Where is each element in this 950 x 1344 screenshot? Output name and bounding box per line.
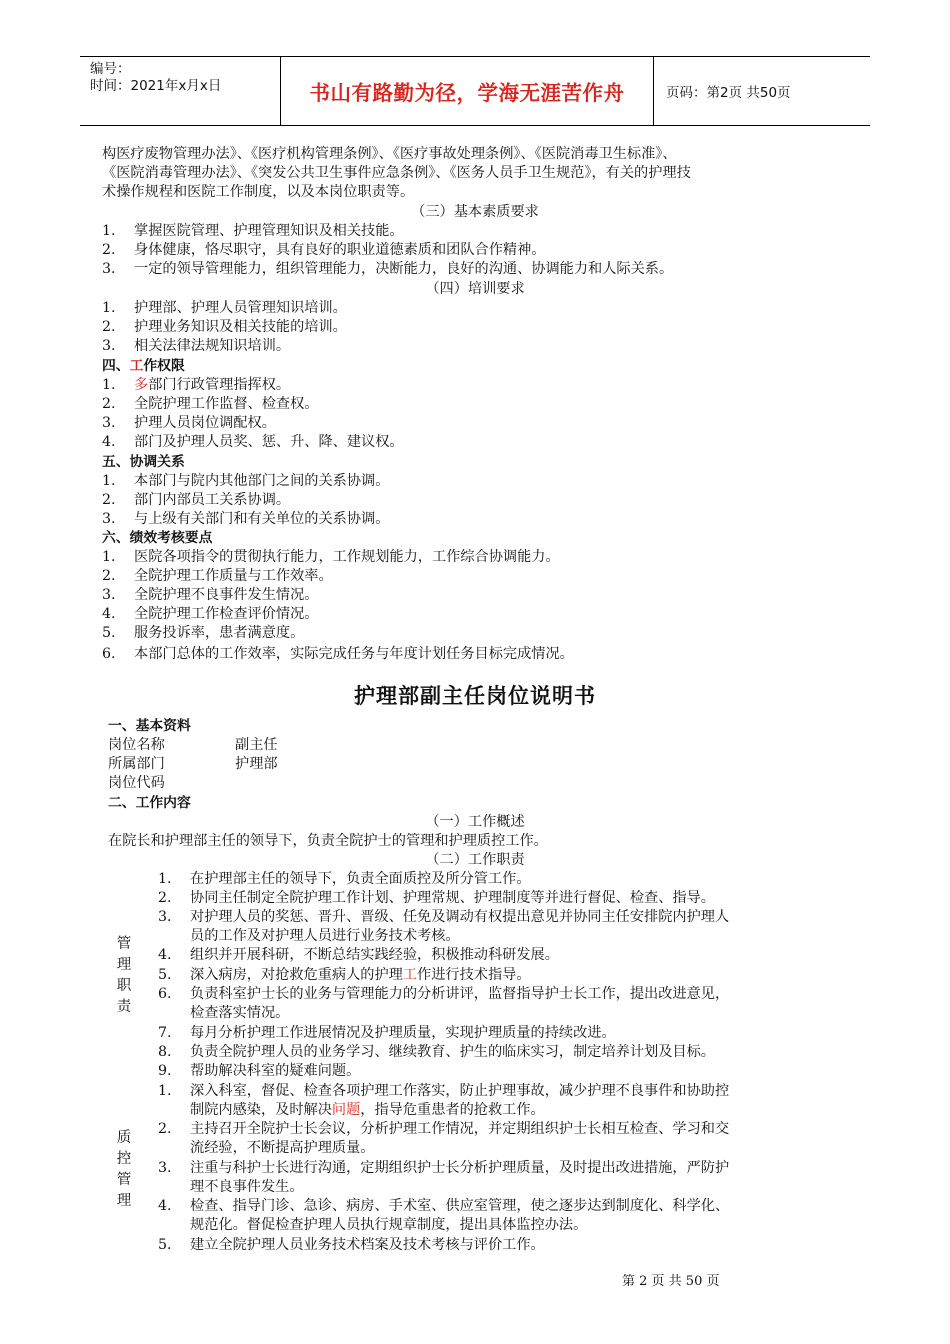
list-item: 帮助解决科室的疑难问题。 <box>190 1063 361 1079</box>
list-item: 掌握医院管理、护理管理知识及相关技能。 <box>134 223 404 239</box>
list-number: 2. <box>158 1121 172 1137</box>
list-item: 护理业务知识及相关技能的培训。 <box>134 319 347 335</box>
list-number: 3. <box>102 261 116 277</box>
list-number: 4. <box>158 947 172 963</box>
list-item-continuation: 理不良事件发生。 <box>190 1179 304 1195</box>
list-item: 多部门行政管理指挥权。 <box>134 377 291 393</box>
intro-line-1: 构医疗废物管理办法》、《医疗机构管理条例》、《医疗事故处理条例》、《医院消毒卫生标准》、 <box>102 146 677 162</box>
list-number: 9. <box>158 1063 172 1079</box>
list-item: 部门内部员工关系协调。 <box>134 492 291 508</box>
list-number: 4. <box>102 434 116 450</box>
list-item-continuation: 流经验，不断提高护理质量。 <box>190 1140 375 1156</box>
list-number: 3. <box>102 511 116 527</box>
list-number: 5. <box>158 967 172 983</box>
list-number: 4. <box>102 606 116 622</box>
list-item-continuation: 检查落实情况。 <box>190 1005 290 1021</box>
list-number: 7. <box>158 1025 172 1041</box>
list-item: 负责科室护士长的业务与管理能力的分析讲评，监督指导护士长工作，提出改进意见， <box>190 986 730 1002</box>
list-number: 3. <box>158 1160 172 1176</box>
list-number: 3. <box>102 415 116 431</box>
list-item-continuation: 员的工作及对护理人员进行业务技术考核。 <box>190 928 460 944</box>
list-item: 协同主任制定全院护理工作计划、护理常规、护理制度等并进行督促、检查、指导。 <box>190 890 715 906</box>
section-heading-work: 二、工作内容 <box>108 795 191 811</box>
list-item: 与上级有关部门和有关单位的关系协调。 <box>134 511 390 527</box>
list-number: 2. <box>102 319 116 335</box>
list-item: 全院护理不良事件发生情况。 <box>134 587 319 603</box>
department-label: 所属部门 <box>108 756 165 772</box>
management-duty-label: 管 理 职 责 <box>116 936 132 1015</box>
list-item: 负责全院护理人员的业务学习、继续教育、护生的临床实习，制定培养计划及目标。 <box>190 1044 715 1060</box>
overview-text: 在院长和护理部主任的领导下，负责全院护士的管理和护理质控工作。 <box>108 833 548 849</box>
page-footer: 第 2 页 共 50 页 <box>622 1274 720 1289</box>
position-label: 岗位名称 <box>108 737 165 753</box>
number-label: 编号： <box>90 61 131 77</box>
list-item: 建立全院护理人员业务技术档案及技术考核与评价工作。 <box>190 1237 545 1253</box>
list-number: 6. <box>158 986 172 1002</box>
list-number: 1. <box>158 1083 172 1099</box>
list-item: 护理部、护理人员管理知识培训。 <box>134 300 347 316</box>
list-item: 服务投诉率，患者满意度。 <box>134 625 305 641</box>
list-item: 全院护理工作监督、检查权。 <box>134 396 319 412</box>
list-item: 部门及护理人员奖、惩、升、降、建议权。 <box>134 434 404 450</box>
intro-line-2: 《医院消毒管理办法》、《突发公共卫生事件应急条例》、《医务人员手卫生规范》，有关的护理技 <box>102 165 691 181</box>
list-number: 1. <box>102 473 116 489</box>
list-number: 1. <box>102 377 116 393</box>
position-value: 副主任 <box>235 737 278 753</box>
list-item: 本部门与院内其他部门之间的关系协调。 <box>134 473 390 489</box>
list-number: 8. <box>158 1044 172 1060</box>
list-item: 一定的领导管理能力，组织管理能力，决断能力，良好的沟通、协调能力和人际关系。 <box>134 261 674 277</box>
list-item: 在护理部主任的领导下，负责全面质控及所分管工作。 <box>190 871 531 887</box>
section-heading: （二）工作职责 <box>425 852 525 868</box>
list-number: 5. <box>158 1237 172 1253</box>
section-heading-authority: 四、工作权限 <box>102 358 185 374</box>
list-item: 相关法律法规知识培训。 <box>134 338 291 354</box>
intro-line-3: 术操作规程和医院工作制度，以及本岗位职责等。 <box>102 184 415 200</box>
list-item: 全院护理工作质量与工作效率。 <box>134 568 333 584</box>
time-label: 时间：2021年x月x日 <box>90 78 222 94</box>
department-value: 护理部 <box>235 756 278 772</box>
list-item: 注重与科护士长进行沟通，定期组织护士长分析护理质量，及时提出改进措施，严防护 <box>190 1160 730 1176</box>
list-item-continuation: 规范化。督促检查护理人员执行规章制度，提出具体监控办法。 <box>190 1217 588 1233</box>
list-item: 深入科室，督促、检查各项护理工作落实，防止护理事故，减少护理不良事件和协助控 <box>190 1083 730 1099</box>
list-number: 1. <box>102 549 116 565</box>
header-meta <box>80 57 280 125</box>
section-heading-performance: 六、绩效考核要点 <box>102 530 213 546</box>
list-number: 1. <box>102 300 116 316</box>
list-item: 全院护理工作检查评价情况。 <box>134 606 319 622</box>
list-number: 6. <box>102 646 116 662</box>
section-heading: （一）工作概述 <box>425 814 525 830</box>
list-item: 对护理人员的奖惩、晋升、晋级、任免及调动有权提出意见并协同主任安排院内护理人 <box>190 909 730 925</box>
list-item: 组织并开展科研，不断总结实践经验，积极推动科研发展。 <box>190 947 559 963</box>
header-motto: 书山有路勤为径，学海无涯苦作舟 <box>280 57 654 125</box>
list-number: 3. <box>158 909 172 925</box>
list-number: 1. <box>158 871 172 887</box>
quality-control-label: 质 控 管 理 <box>116 1130 132 1209</box>
section-heading: （四）培训要求 <box>425 281 525 297</box>
list-number: 3. <box>102 338 116 354</box>
code-label: 岗位代码 <box>108 775 165 791</box>
list-number: 2. <box>158 890 172 906</box>
list-number: 2. <box>102 492 116 508</box>
section-heading-basic: 一、基本资料 <box>108 718 191 734</box>
list-number: 4. <box>158 1198 172 1214</box>
header-page-info: 页码：第2页 共50页 <box>666 85 791 101</box>
list-item: 护理人员岗位调配权。 <box>134 415 276 431</box>
list-item: 每月分析护理工作进展情况及护理质量，实现护理质量的持续改进。 <box>190 1025 616 1041</box>
list-number: 1. <box>102 223 116 239</box>
list-number: 3. <box>102 587 116 603</box>
page-header <box>80 56 870 126</box>
list-item-continuation: 制院内感染，及时解决问题，指导危重患者的抢救工作。 <box>190 1102 545 1118</box>
section-heading-coordination: 五、协调关系 <box>102 454 185 470</box>
list-item: 检查、指导门诊、急诊、病房、手术室、供应室管理，使之逐步达到制度化、科学化、 <box>190 1198 730 1214</box>
list-item: 本部门总体的工作效率，实际完成任务与年度计划任务目标完成情况。 <box>134 646 574 662</box>
list-item: 身体健康，恪尽职守，具有良好的职业道德素质和团队合作精神。 <box>134 242 546 258</box>
list-item: 主持召开全院护士长会议，分析护理工作情况，并定期组织护士长相互检查、学习和交 <box>190 1121 730 1137</box>
document-title: 护理部副主任岗位说明书 <box>354 684 596 708</box>
list-number: 2. <box>102 242 116 258</box>
section-heading: （三）基本素质要求 <box>411 204 539 220</box>
list-number: 2. <box>102 568 116 584</box>
list-number: 5. <box>102 625 116 641</box>
list-item: 医院各项指令的贯彻执行能力，工作规划能力，工作综合协调能力。 <box>134 549 560 565</box>
list-number: 2. <box>102 396 116 412</box>
list-item: 深入病房，对抢救危重病人的护理工作进行技术指导。 <box>190 967 531 983</box>
